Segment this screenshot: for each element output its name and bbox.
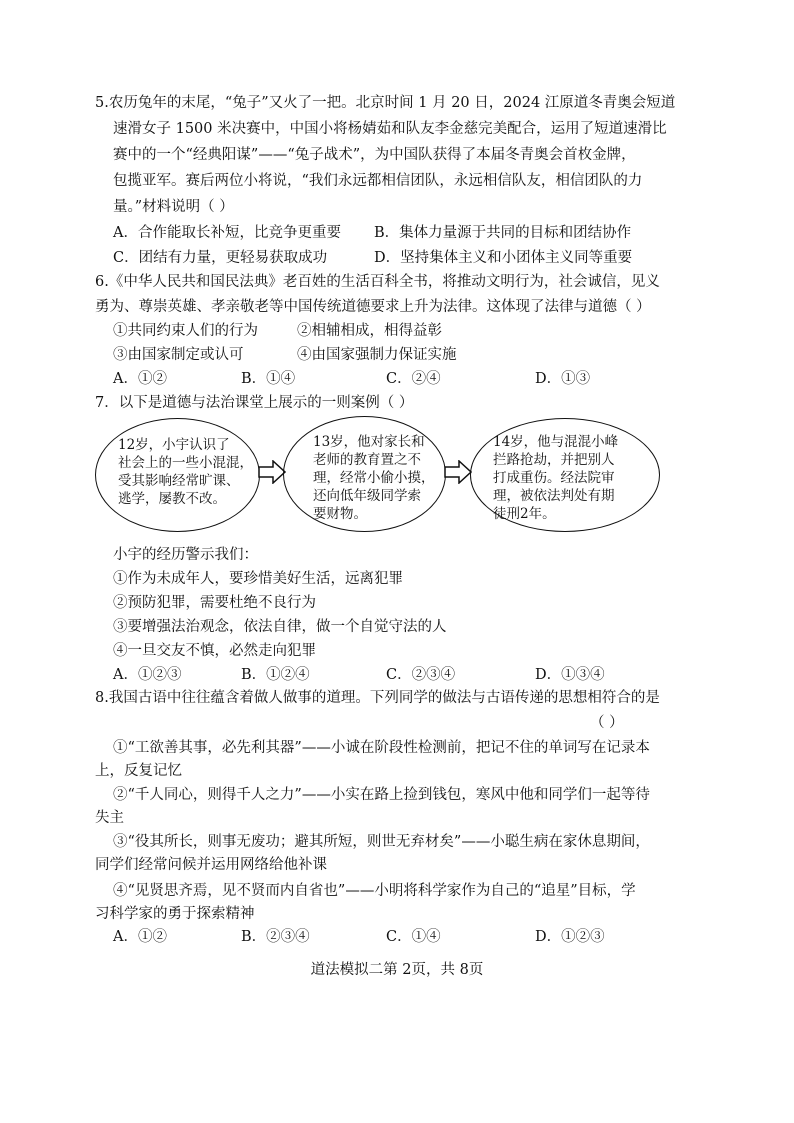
- q6-choice-b: B．①④: [241, 371, 296, 387]
- q5-line-3: 赛中的一个“经典阳谋”——“兔子战术”，为中国队获得了本届冬青奥会首枚金牌，: [113, 147, 636, 163]
- q5-option-d: D．坚持集体主义和小团体主义同等重要: [374, 250, 633, 266]
- q6-statement-2: ②相辅相成，相得益彰: [297, 323, 442, 339]
- q8-choice-c: C．①④: [386, 929, 441, 945]
- q8-choice-a: A．①②: [113, 929, 167, 945]
- page-footer: 道法模拟二第 2页，共 8页: [310, 962, 484, 978]
- q7-statement-4: ④一旦交友不慎，必然走向犯罪: [113, 643, 316, 659]
- q5-option-b: B．集体力量源于共同的目标和团结协作: [374, 225, 632, 241]
- q8-choice-d: D．①②③: [535, 929, 605, 945]
- q6-choice-a: A．①②: [113, 371, 167, 387]
- q6-statement-4: ④由国家强制力保证实施: [297, 347, 457, 363]
- q6-statement-1: ①共同约束人们的行为: [113, 323, 258, 339]
- q8-line-1: ①“工欲善其事，必先利其器”——小诚在阶段性检测前，把记不住的单词写在记录本: [113, 740, 650, 756]
- flow-arrow-icon: [444, 460, 472, 484]
- q8-stem: 8.我国古语中往往蕴含着做人做事的道理。下列同学的做法与古语传递的思想相符合的是: [95, 690, 660, 706]
- q8-line-7: ④“见贤思齐焉，见不贤而内自省也”——小明将科学家作为自己的“追星”目标，学: [113, 883, 636, 899]
- q7-lead: 小宇的经历警示我们：: [113, 547, 258, 563]
- q8-choice-b: B．②③④: [241, 929, 310, 945]
- q6-line-2: 勇为、尊崇英雄、孝亲敬老等中国传统道德要求上升为法律。这体现了法律与道德（ ）: [95, 299, 651, 315]
- q8-line-6: 同学们经常问候并运用网络给他补课: [95, 857, 327, 873]
- q8-answer-bracket: （ ）: [590, 715, 624, 731]
- flow-text-age-12: 12岁，小宇认识了 社会上的一些小混混， 受其影响经常旷课、 逃学，屡教不改。: [118, 437, 253, 507]
- q5-option-c: C．团结有力量，更轻易获取成功: [113, 250, 328, 266]
- q6-statement-3: ③由国家制定或认可: [113, 347, 244, 363]
- q5-line-2: 速滑女子 1500 米决赛中，中国小将杨婧茹和队友李金慈完美配合，运用了短道速滑比: [113, 121, 667, 137]
- q8-line-8: 习科学家的勇于探索精神: [95, 906, 255, 922]
- case-flowchart: [95, 416, 675, 534]
- flow-text-age-14: 14岁，他与混混小峰 拦路抢劫，并把别人 打成重伤。经法院审 理，被依法判处有期 徒刑2年。: [493, 434, 619, 522]
- q5-option-a: A．合作能取长补短，比竞争更重要: [113, 225, 341, 241]
- q8-line-4: 失主: [95, 810, 124, 826]
- q7-choice-a: A．①②③: [113, 667, 182, 683]
- q5-line-5: 量。”材料说明（ ）: [113, 199, 234, 215]
- q8-line-3: ②“千人同心，则得千人之力”——小实在路上捡到钱包，寒风中他和同学们一起等待: [113, 787, 650, 803]
- flow-arrow-icon: [258, 460, 286, 484]
- q6-choice-d: D．①③: [535, 371, 591, 387]
- q7-statement-3: ③要增强法治观念，依法自律，做一个自觉守法的人: [113, 619, 447, 635]
- q6-line-1: 6.《中华人民共和国民法典》老百姓的生活百科全书，将推动文明行为，社会诚信，见义: [95, 274, 660, 290]
- q5-line-4: 包揽亚军。赛后两位小将说，“我们永远都相信团队，永远相信队友，相信团队的力: [113, 173, 643, 189]
- q7-choice-d: D．①③④: [535, 667, 605, 683]
- q6-choice-c: C．②④: [386, 371, 441, 387]
- q7-statement-1: ①作为未成年人，要珍惜美好生活，远离犯罪: [113, 571, 403, 587]
- q8-line-5: ③“役其所长，则事无废功；避其所短，则世无弃材矣”——小聪生病在家休息期间，: [113, 834, 650, 850]
- q5-line-1: 5.农历兔年的末尾，“兔子”又火了一把。北京时间 1 月 20 日，2024 江原道冬青奥会短道: [95, 95, 676, 111]
- q8-line-2: 上，反复记忆: [95, 763, 182, 779]
- q7-stem: 7．以下是道德与法治课堂上展示的一则案例（ ）: [95, 395, 414, 411]
- q7-statement-2: ②预防犯罪，需要杜绝不良行为: [113, 595, 316, 611]
- flow-text-age-13: 13岁，他对家长和 老师的教育置之不 理，经常小偷小摸， 还向低年级同学索 要财物。: [313, 434, 435, 522]
- q7-choice-c: C．②③④: [386, 667, 456, 683]
- q7-choice-b: B．①②④: [241, 667, 310, 683]
